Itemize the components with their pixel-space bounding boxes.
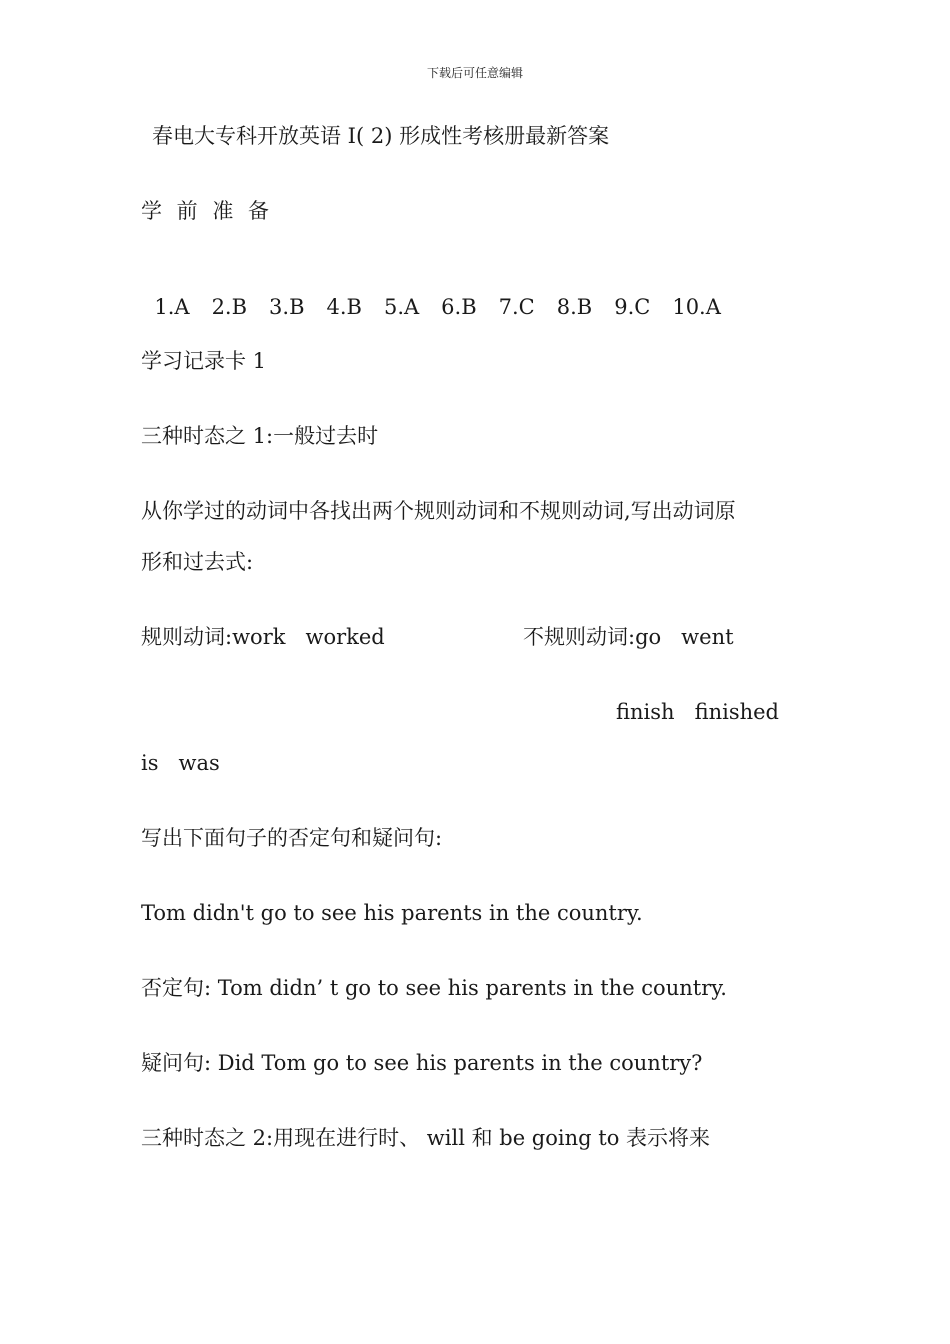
answer-item: 5.A [383,295,420,319]
answer-item: 6.B [441,295,477,319]
tense2-heading: 三种时态之 2:用现在进行时、 will 和 be going to 表示将来 [141,1126,711,1150]
section-heading-prep: 学 前 准 备 [141,199,274,223]
instruction-line-2: 形和过去式: [141,550,254,574]
page-header: 下载后可任意编辑 [426,66,523,80]
answer-item: 4.B [326,295,362,319]
question-sentence: 疑问句: Did Tom go to see his parents in the country? [141,1051,703,1075]
irregular-verb-2: is was [141,751,220,775]
answer-item: 9.C [614,295,651,319]
answer-item: 3.B [269,295,305,319]
negative-sentence: 否定句: Tom didn’ t go to see his parents in the country. [141,976,727,1000]
instruction-line-1: 从你学过的动词中各找出两个规则动词和不规则动词,写出动词原 [141,499,736,523]
regular-verbs: 规则动词:work worked [141,625,385,649]
irregular-verbs: 不规则动词:go went [523,625,734,649]
answer-item: 8.B [556,295,593,319]
answer-item: 10.A [672,295,721,319]
answer-item: 7.C [498,295,535,319]
card-heading: 学习记录卡 1 [141,349,267,373]
rewrite-instruction: 写出下面句子的否定句和疑问句: [141,826,443,850]
answer-key [141,276,743,318]
tense1-heading: 三种时态之 1:一般过去时 [141,424,379,448]
source-sentence: Tom didn't go to see his parents in the country. [141,901,643,925]
answer-item: 2.B [211,295,248,319]
answer-item: 1.A [154,295,190,319]
document-title: 春电大专科开放英语 I( 2) 形成性考核册最新答案 [152,124,610,148]
regular-verb-2: finish finished [616,700,779,724]
